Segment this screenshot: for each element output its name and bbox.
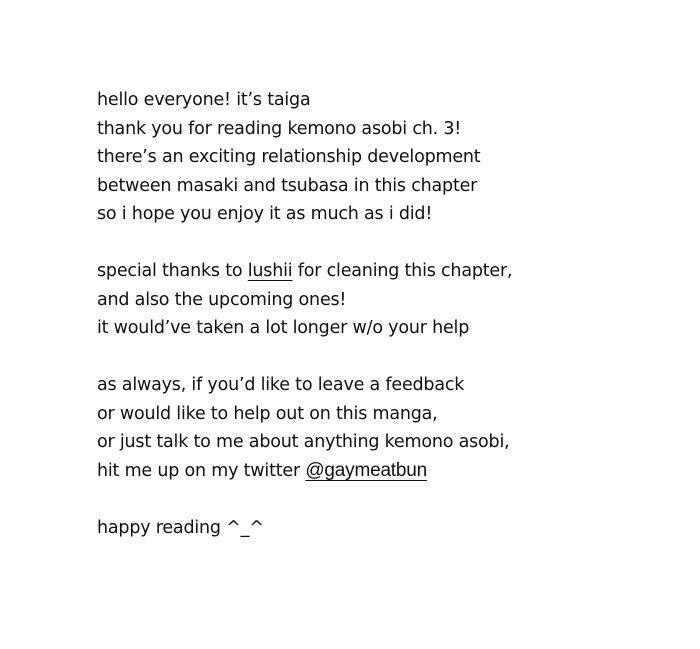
note-line: so i hope you enjoy it as much as i did! [97,204,433,224]
translator-note [97,86,677,571]
twitter-prefix: hit me up on my twitter [97,460,306,481]
note-line: there’s an exciting relationship development [97,147,481,167]
contact-paragraph [97,371,677,485]
thanks-paragraph [97,257,677,343]
note-line: or just talk to me about anything kemono asobi, [97,432,510,452]
twitter-handle-link[interactable]: @gaymeatbun [305,459,427,481]
note-line: as always, if you’d like to leave a feedback [97,375,465,395]
thanks-prefix: special thanks to [97,261,248,281]
note-line: or would like to help out on this manga, [97,403,438,424]
note-line: it would’ve taken a lot longer w/o your help [97,318,470,338]
thanks-suffix: for cleaning this chapter, [292,261,513,281]
closing-paragraph [97,514,677,543]
note-line: thank you for reading kemono asobi ch. 3! [97,118,462,139]
note-line [97,457,677,486]
note-line: between masaki and tsubasa in this chapter [97,175,478,196]
lushii-link[interactable]: lushii [247,261,293,281]
note-line [97,257,677,286]
note-line: hello everyone! it’s taiga [97,90,311,110]
closing-line: happy reading ^_^ [97,517,264,538]
greeting-paragraph [97,86,677,229]
note-line: and also the upcoming ones! [97,289,347,310]
